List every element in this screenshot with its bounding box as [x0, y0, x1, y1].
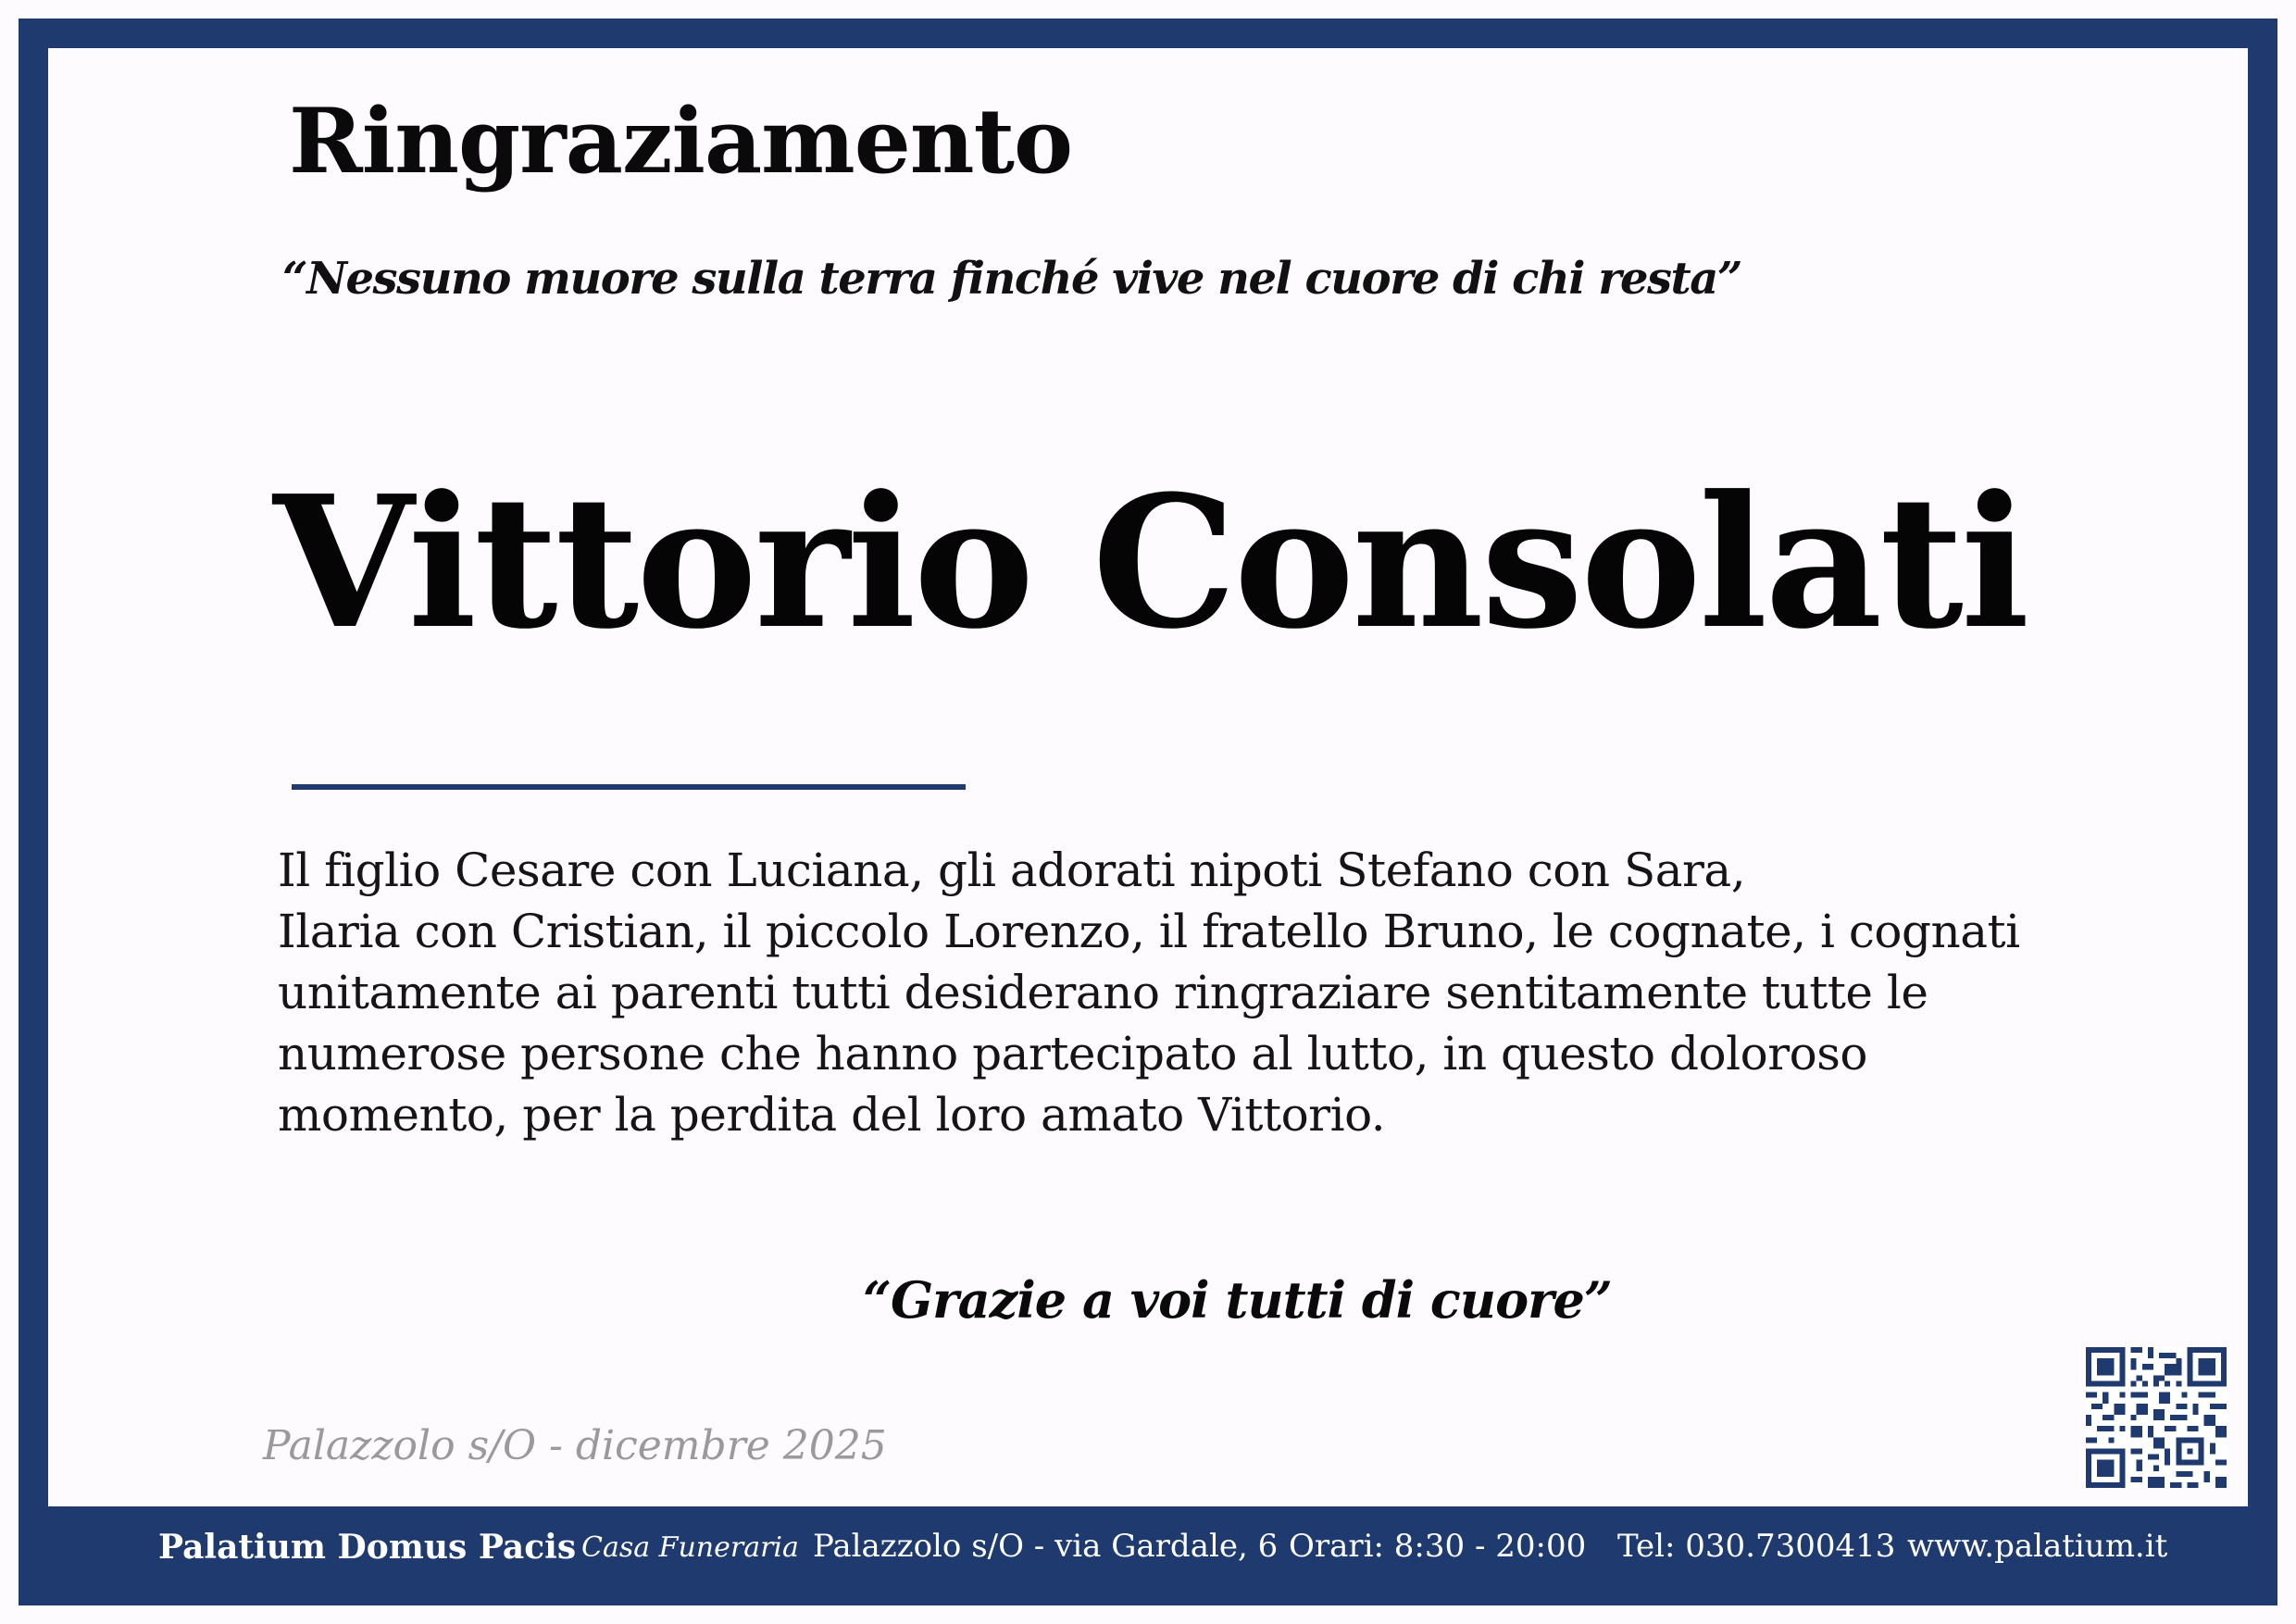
thanks-message: [278, 840, 2176, 1145]
message-line: Il figlio Cesare con Luciana, gli adorati nipoti Stefano con Sara,: [278, 843, 1746, 897]
qr-code-icon[interactable]: [2086, 1347, 2227, 1488]
footer-tagline: Casa Funeraria: [581, 1531, 799, 1564]
opening-quote: “Nessuno muore sulla terra finché vive nel cuore di chi resta”: [282, 253, 1741, 305]
closing-quote: “Grazie a voi tutti di cuore”: [863, 1270, 1612, 1330]
message-line: Ilaria con Cristian, il piccolo Lorenzo, il fratello Bruno, le cognate, i cognati: [278, 905, 2020, 958]
message-line: momento, per la perdita del loro amato Vittorio.: [278, 1088, 1386, 1142]
deceased-name: Vittorio Consolati: [273, 456, 2028, 669]
message-line: numerose persone che hanno partecipato al lutto, in questo doloroso: [278, 1027, 1867, 1081]
footer-hours: Orari: 8:30 - 20:00: [1289, 1528, 1587, 1565]
footer-phone[interactable]: Tel: 030.7300413: [1617, 1528, 1896, 1565]
divider-rule: [292, 784, 966, 790]
place-date: Palazzolo s/O - dicembre 2025: [263, 1422, 887, 1469]
footer-bar: [19, 1506, 2277, 1590]
footer-address: Palazzolo s/O - via Gardale, 6: [813, 1528, 1279, 1565]
footer-website-link[interactable]: www.palatium.it: [1907, 1528, 2168, 1565]
notice-heading: Ringraziamento: [289, 89, 1072, 194]
footer-brand: Palatium Domus Pacis: [158, 1528, 577, 1567]
message-line: unitamente ai parenti tutti desiderano ringraziare sentitamente tutte le: [278, 966, 1928, 1019]
